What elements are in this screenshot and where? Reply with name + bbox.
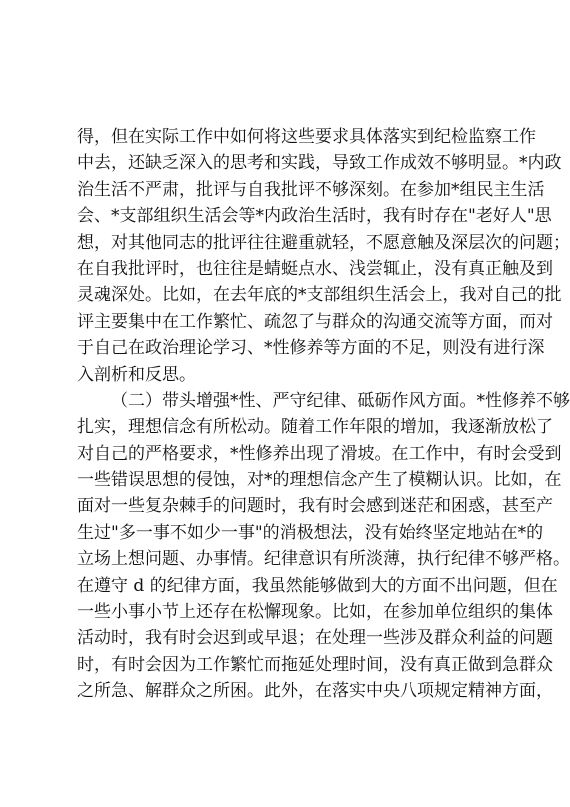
text-line-5: 想，对其他同志的批评往往避重就轻，不愿意触及深层次的问题； bbox=[77, 232, 570, 253]
body-text bbox=[77, 124, 570, 705]
text-line-10: 入剖析和反思。 bbox=[77, 364, 196, 385]
text-line-12: 扎实，理想信念有所松动。随着工作年限的增加，我逐渐放松了 bbox=[77, 417, 553, 438]
text-line-4: 会、*支部组织生活会等*内政治生活时，我有时存在"老好人"思 bbox=[77, 206, 552, 227]
text-line-14: 一些错误思想的侵蚀，对*的理想信念产生了模糊认识。比如，在 bbox=[77, 470, 562, 491]
text-line-18: 在遵守 d 的纪律方面，我虽然能够做到大的方面不出问题，但在 bbox=[77, 575, 558, 596]
text-line-2: 中去，还缺乏深入的思考和实践，导致工作成效不够明显。*内政 bbox=[77, 153, 562, 174]
text-line-9: 于自己在政治理论学习、*性修养等方面的不足，则没有进行深 bbox=[77, 338, 545, 359]
text-line-16: 生过"多一事不如少一事"的消极想法，没有始终坚定地站在*的 bbox=[77, 522, 544, 543]
text-line-21: 时，有时会因为工作繁忙而拖延处理时间，没有真正做到急群众 bbox=[77, 654, 553, 675]
text-line-22: 之所急、解群众之所困。此外，在落实中央八项规定精神方面， bbox=[77, 681, 553, 702]
text-line-19: 一些小事小节上还存在松懈现象。比如，在参加单位组织的集体 bbox=[77, 602, 553, 623]
text-line-1: 得，但在实际工作中如何将这些要求具体落实到纪检监察工作 bbox=[77, 127, 536, 147]
text-line-15: 面对一些复杂棘手的问题时，我有时会感到迷茫和困惑，甚至产 bbox=[77, 496, 553, 517]
text-line-6: 在自我批评时，也往往是蜻蜓点水、浅尝辄止，没有真正触及到 bbox=[77, 258, 553, 279]
text-line-20: 活动时，我有时会迟到或早退；在处理一些涉及群众利益的问题 bbox=[77, 628, 553, 649]
text-line-7: 灵魂深处。比如，在去年底的*支部组织生活会上，我对自己的批 bbox=[77, 285, 562, 306]
text-line-13: 对自己的严格要求，*性修养出现了滑坡。在工作中，有时会受到 bbox=[77, 443, 562, 464]
section-heading-line: （二）带头增强*性、严守纪律、砥砺作风方面。*性修养不够 bbox=[111, 390, 570, 411]
text-line-8: 评主要集中在工作繁忙、疏忽了与群众的沟通交流等方面，而对 bbox=[77, 311, 553, 332]
text-line-17: 立场上想问题、办事情。纪律意识有所淡薄，执行纪律不够严格。 bbox=[77, 549, 570, 570]
text-line-3: 治生活不严肃，批评与自我批评不够深刻。在参加*组民主生活 bbox=[77, 179, 545, 200]
